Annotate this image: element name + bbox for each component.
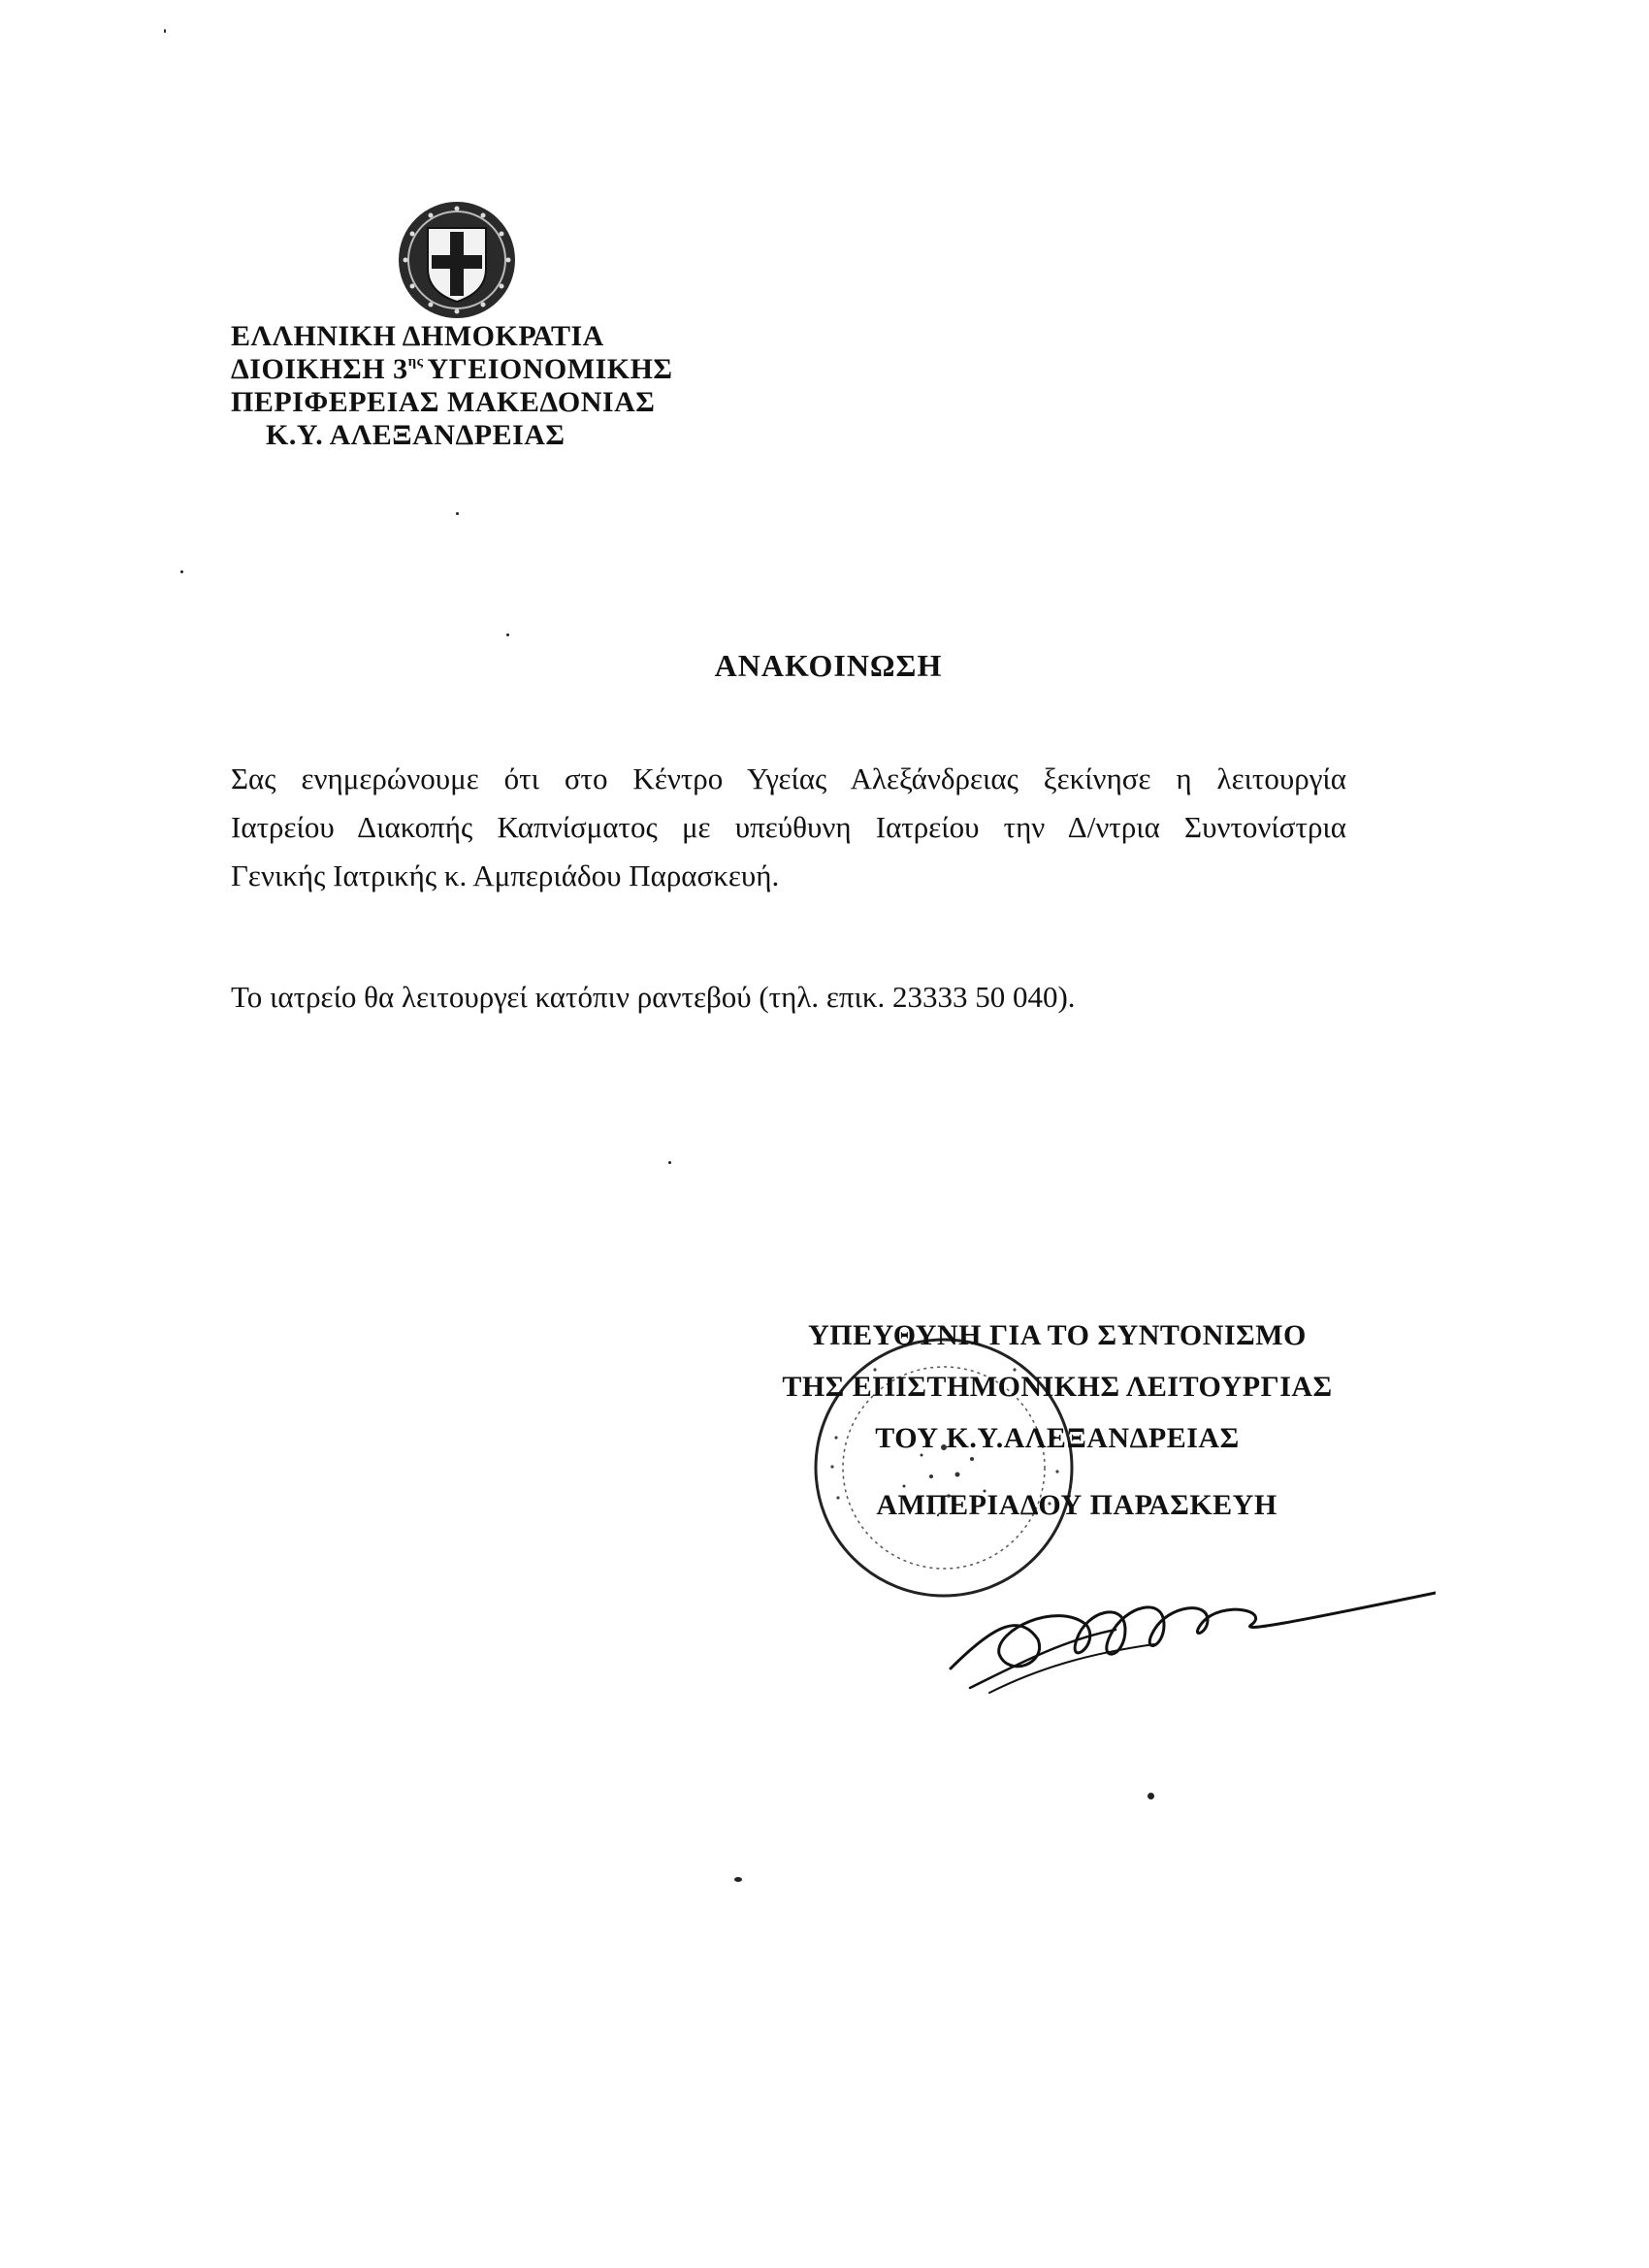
signature-line-role: ΥΠΕΥΘΥΝΗ ΓΙΑ ΤΟ ΣΥΝΤΟΝΙΣΜΟ: [808, 1319, 1307, 1351]
letterhead-line-republic: ΕΛΛΗΝΙΚΗ ΔΗΜΟΚΡΑΤΙΑ: [231, 320, 604, 352]
body-paragraph-2: Το ιατρείο θα λειτουργεί κατόπιν ραντεβού (τηλ. επικ. 23333 50 040).: [231, 980, 1076, 1014]
signature-block: [747, 1310, 1368, 1531]
scan-speck: [1148, 1793, 1154, 1799]
letterhead-line2-prefix: ΔΙΟΙΚΗΣΗ 3: [231, 353, 408, 385]
letterhead-line2-suffix: ΥΓΕΙΟΝΟΜΙΚΗΣ: [427, 353, 673, 385]
signature-line-health-center: ΤΟΥ Κ.Υ.ΑΛΕΞΑΝΔΡΕΙΑΣ: [875, 1422, 1240, 1454]
scan-speck: [164, 29, 166, 33]
scan-speck: [506, 633, 509, 636]
letterhead-line-health-center: Κ.Υ. ΑΛΕΞΑΝΔΡΕΙΑΣ: [266, 419, 566, 451]
handwritten-signature-icon: [931, 1571, 1436, 1698]
letterhead: [231, 320, 673, 452]
letterhead-line-region: ΠΕΡΙΦΕΡΕΙΑΣ ΜΑΚΕΔΟΝΙΑΣ: [231, 386, 656, 418]
body-paragraph-1-line-2: Ιατρείου Διακοπής Καπνίσματος με υπεύθυνη Ιατρείου την Δ/ντρια Συντονίστρια: [231, 810, 1346, 844]
signature-line-function: ΤΗΣ ΕΠΙΣΤΗΜΟΝΙΚΗΣ ΛΕΙΤΟΥΡΓΙΑΣ: [782, 1371, 1333, 1403]
body-paragraph-1-line-1: Σας ενημερώνουμε ότι στο Κέντρο Υγείας Αλεξάνδρειας ξεκίνησε η λειτουργία: [231, 761, 1346, 795]
body-paragraph-1-line-3: Γενικής Ιατρικής κ. Αμπεριάδου Παρασκευή.: [231, 859, 780, 892]
scan-speck: [456, 512, 459, 515]
letterhead-line-administration: [231, 353, 673, 386]
state-emblem-icon: [396, 199, 518, 321]
body-paragraph-1: [231, 755, 1346, 900]
letterhead-line2-superscript: ης: [407, 354, 424, 370]
signatory-name: ΑΜΠΕΡΙΑΔΟΥ ΠΑΡΑΣΚΕΥΗ: [876, 1489, 1277, 1521]
scan-speck: [734, 1877, 742, 1882]
page-title: ΑΝΑΚΟΙΝΩΣΗ: [714, 648, 943, 683]
scan-speck: [668, 1161, 671, 1164]
scan-speck: [180, 570, 183, 573]
